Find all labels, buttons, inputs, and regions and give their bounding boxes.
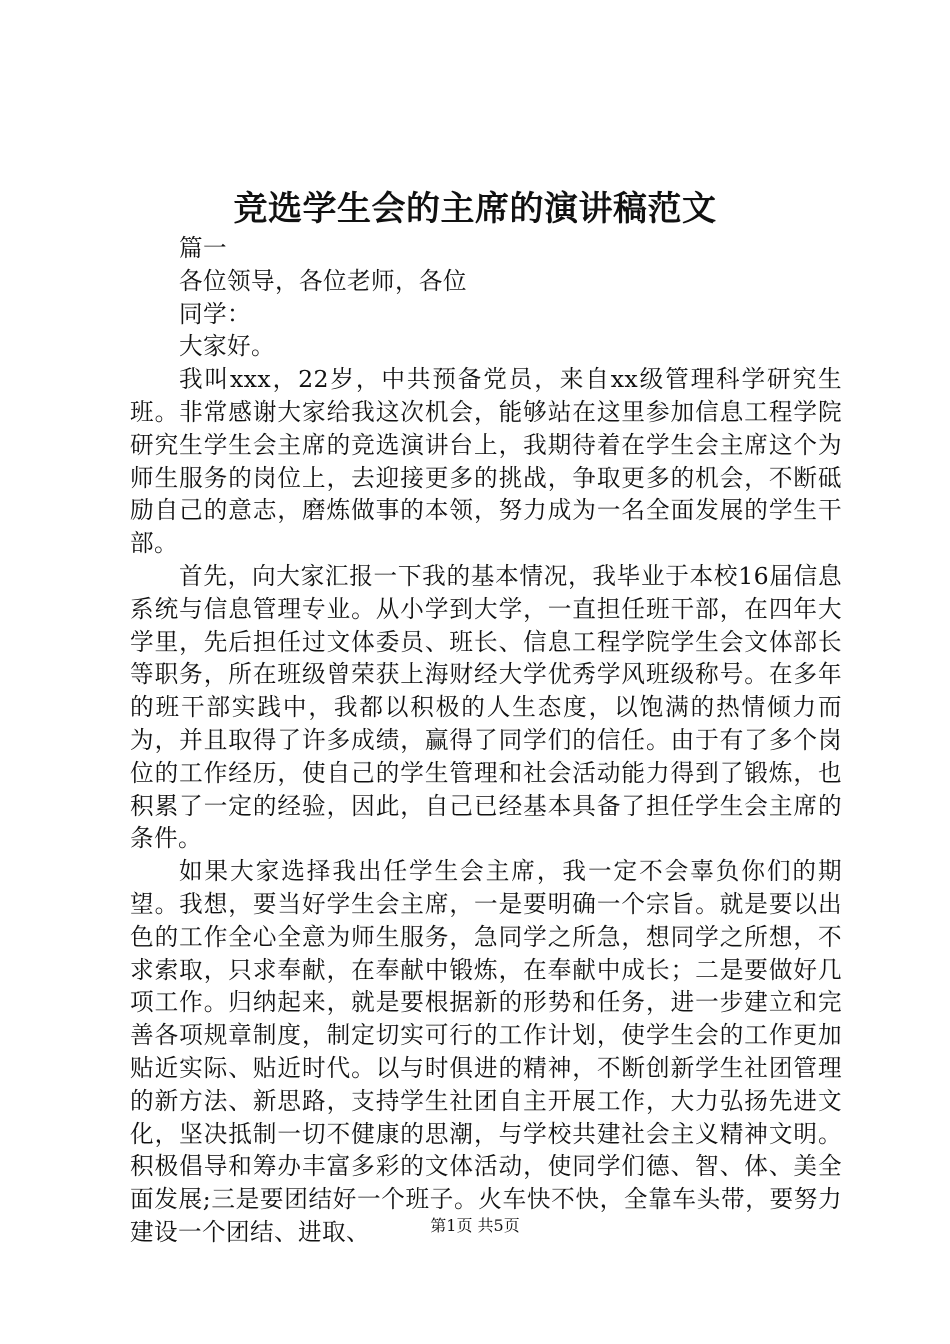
salutation-line: 各位领导，各位老师，各位 (179, 266, 467, 295)
body-paragraph: 首先，向大家汇报一下我的基本情况，我毕业于本校16届信息系统与信息管理专业。从小学到大学，一直担任班干部，在四年大学里，先后担任过文体委员、班长、信息工程学院学生会文体部长等职务，所在班级曾荣获上海财经大学优秀学风班级称号。在多年的班干部实践中，我都以积极的人生态度，以饱满的热情倾力而为，并且取得了许多成绩，赢得了同学们的信任。由于有了多个岗位的工作经历，使自己的学生管理和社会活动能力得到了锻炼，也积累了一定的经验，因此，自己已经基本具备了担任学生会主席的条件。 (130, 561, 842, 853)
section-label: 篇一 (179, 234, 227, 262)
body-paragraph: 如果大家选择我出任学生会主席，我一定不会辜负你们的期望。我想，要当好学生会主席，一是要明确一个宗旨。就是要以出色的工作全心全意为师生服务，急同学之所急，想同学之所想，不求索取，只求奉献，在奉献中锻炼，在奉献中成长；二是要做好几项工作。归纳起来，就是要根据新的形势和任务，进一步建立和完善各项规章制度，制定切实可行的工作计划，使学生会的工作更加贴近实际、贴近时代。以与时俱进的精神，不断创新学生社团管理的新方法、新思路，支持学生社团自主开展工作，大力弘扬先进文化，坚决抵制一切不健康的思潮，与学校共建社会主义精神文明。积极倡导和筹办丰富多彩的文体活动，使同学们德、智、体、美全面发展;三是要团结好一个班子。火车快不快，全靠车头带，要努力建设一个团结、进取、 (130, 857, 842, 1246)
document-title: 竞选学生会的主席的演讲稿范文 (233, 189, 717, 229)
salutation-line: 同学： (179, 299, 251, 328)
document-body (130, 232, 842, 1249)
greeting-line: 大家好。 (179, 332, 275, 361)
page-footer: 第1页 共5页 (430, 1216, 520, 1235)
body-paragraph: 我叫xxx，22岁，中共预备党员，来自xx级管理科学研究生班。非常感谢大家给我这次机会，能够站在这里参加信息工程学院研究生学生会主席的竞选演讲台上，我期待着在学生会主席这个为师生服务的岗位上，去迎接更多的挑战，争取更多的机会，不断砥励自己的意志，磨炼做事的本领，努力成为一名全面发展的学生干部。 (130, 365, 842, 558)
